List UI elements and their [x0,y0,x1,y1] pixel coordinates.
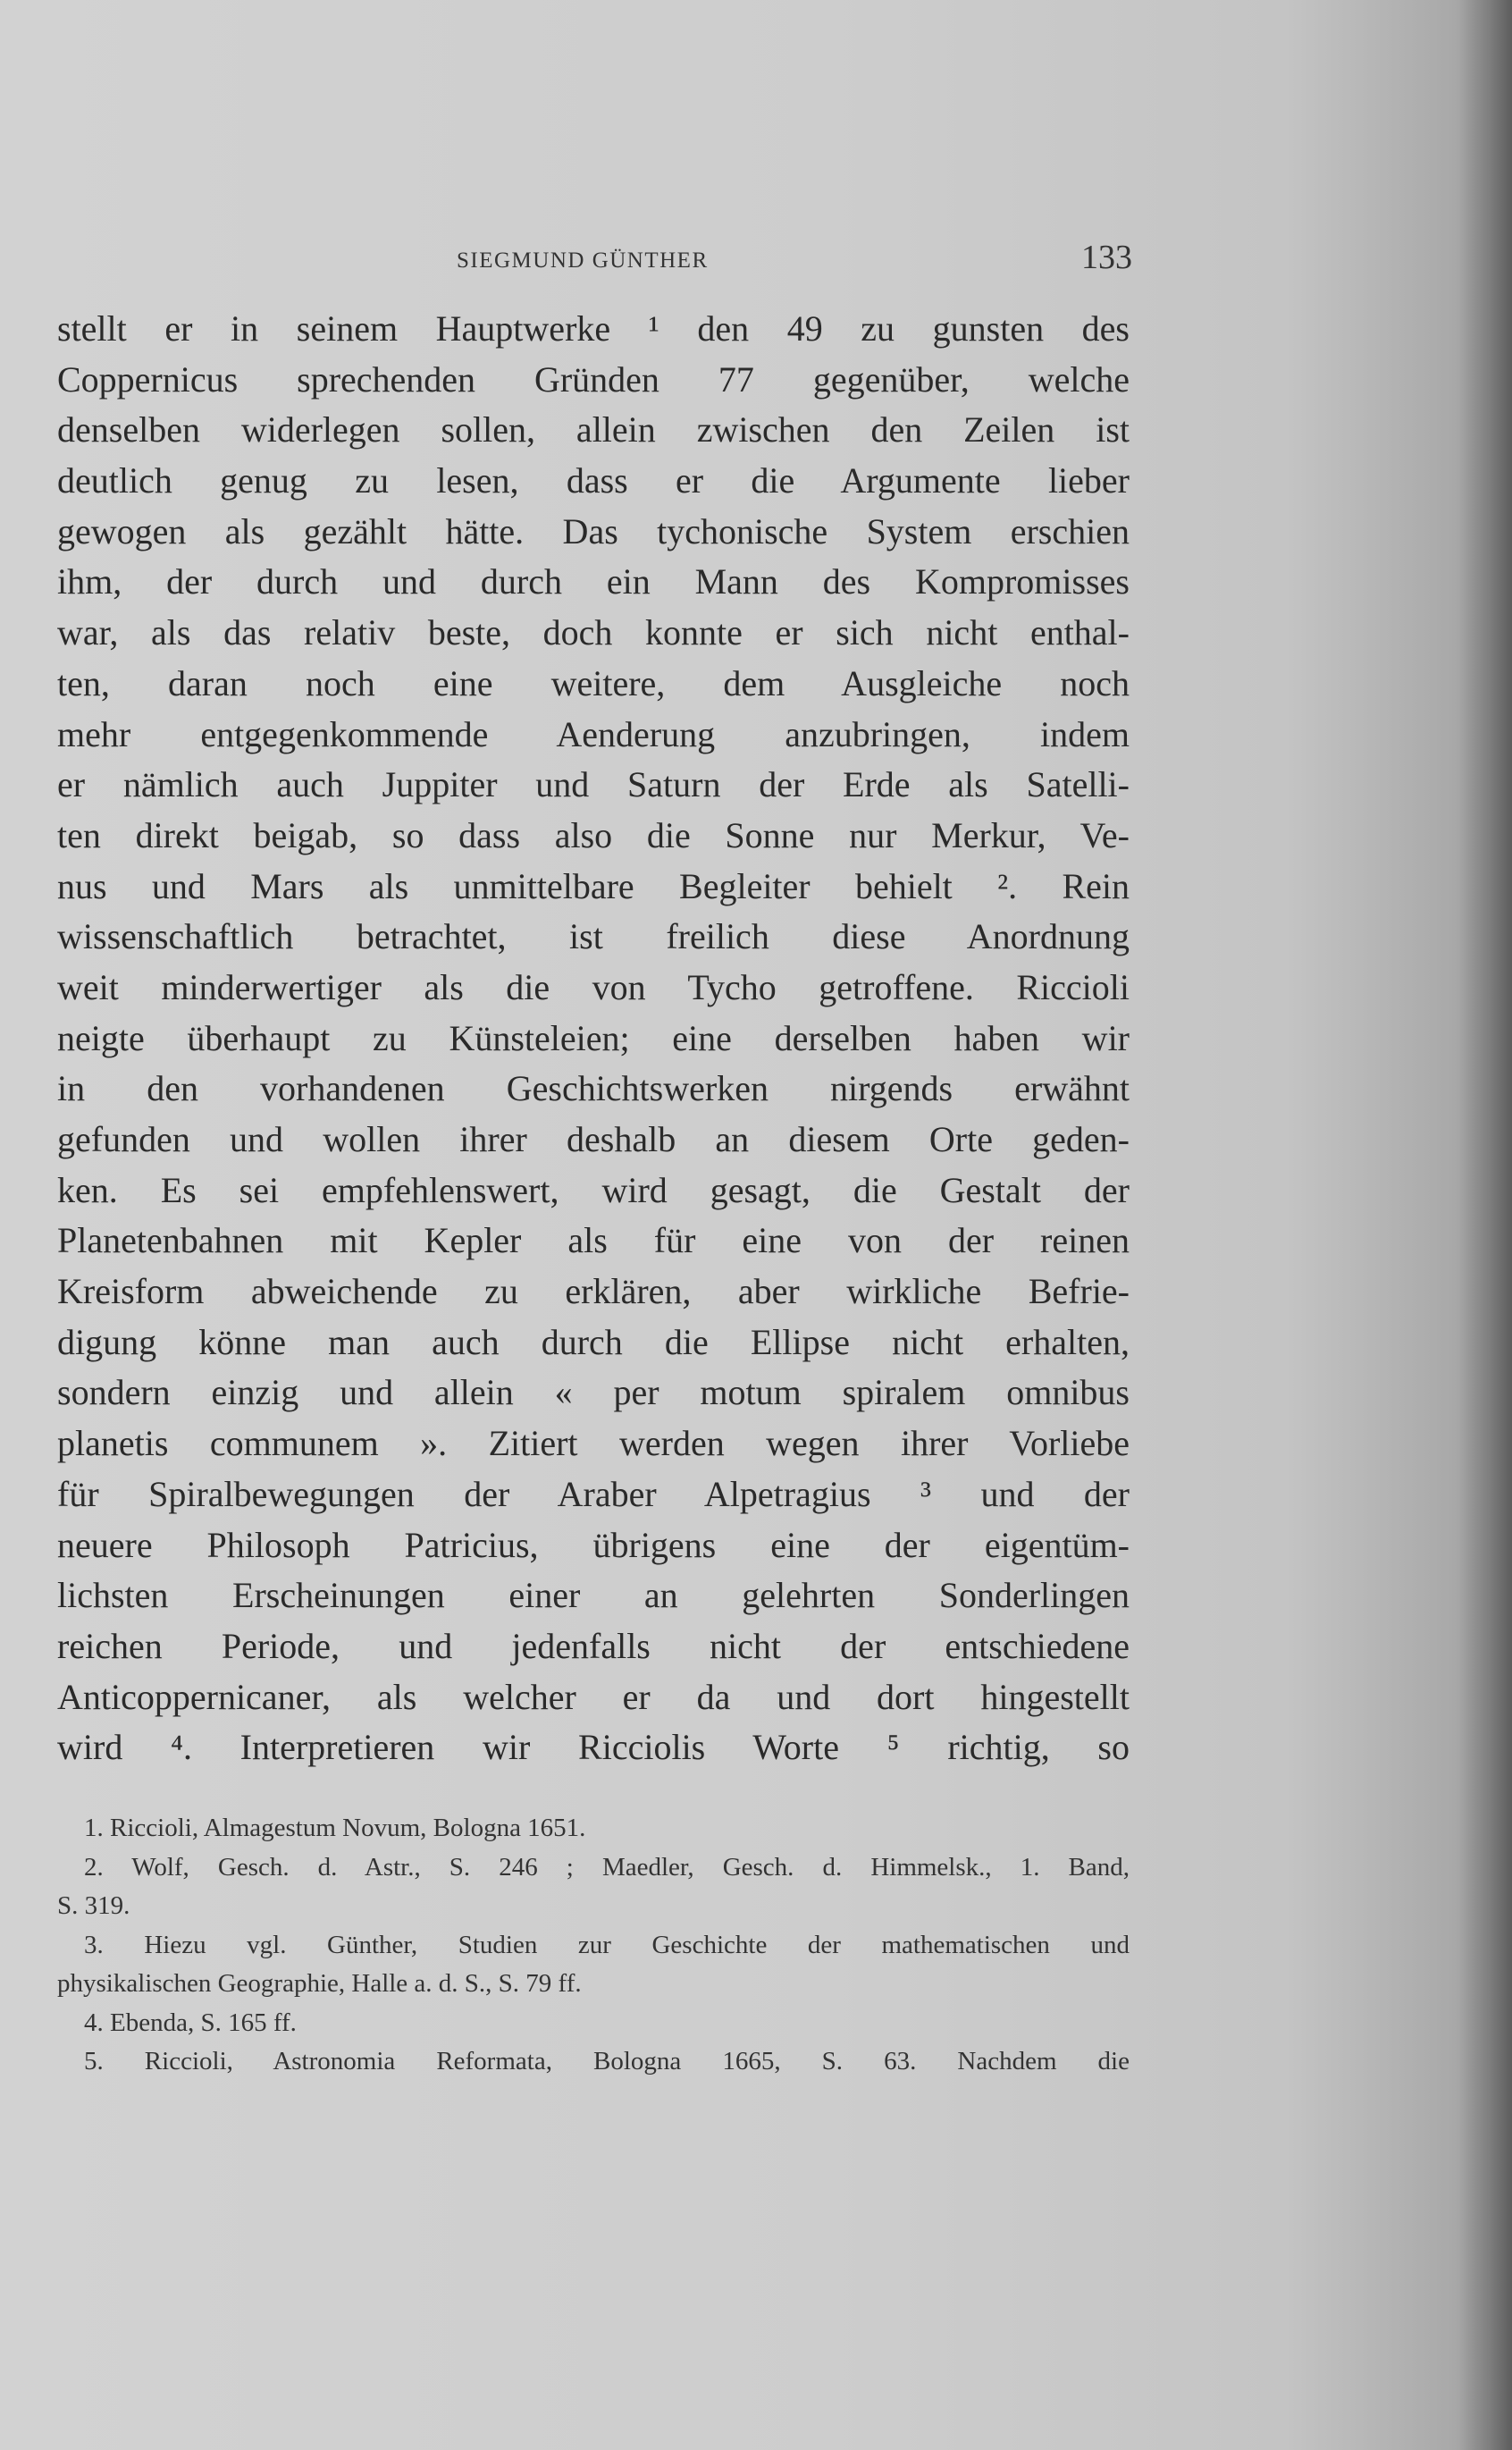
text-line: wird ⁴. Interpretieren wir Ricciolis Worte ⁵ richtig, so [57,1727,1130,1768]
text-line: reichen Periode, und jedenfalls nicht der entschiedene [57,1625,1130,1666]
text-line: sondern einzig und allein « per motum spiralem omnibus [57,1372,1130,1413]
page-edge-shadow [1458,0,1512,2450]
text-line: gefunden und wollen ihrer deshalb an diesem Orte geden- [57,1119,1130,1159]
text-line: wissenschaftlich betrachtet, ist freilich diese Anordnung [57,916,1130,957]
text-line: er nämlich auch Juppiter und Saturn der Erde als Satelli- [57,764,1130,805]
running-title: SIEGMUND GÜNTHER [457,248,709,273]
page-number: 133 [1081,239,1132,276]
text-line: Kreisform abweichende zu erklären, aber wirkliche Befrie- [57,1271,1130,1312]
text-line: Planetenbahnen mit Kepler als für eine von der reinen [57,1220,1130,1261]
text-line: neigte überhaupt zu Künsteleien; eine derselben haben wir [57,1017,1130,1058]
page-header [57,234,1130,279]
text-line: stellt er in seinem Hauptwerke ¹ den 49 zu gunsten des [57,308,1130,349]
footnote-continuation: S. 319. [57,1891,130,1920]
text-line: denselben widerlegen sollen, allein zwischen den Zeilen ist [57,409,1130,450]
text-line: ken. Es sei empfehlenswert, wird gesagt, die Gestalt der [57,1169,1130,1210]
footnote: 5. Riccioli, Astronomia Reformata, Bologna 1665, S. 63. Nachdem die [84,2047,1130,2075]
text-line: planetis communem ». Zitiert werden wegen ihrer Vorliebe [57,1423,1130,1464]
text-line: weit minderwertiger als die von Tycho getroffene. Riccioli [57,966,1130,1007]
text-line: ihm, der durch und durch ein Mann des Kompromisses [57,561,1130,602]
text-line: ten, daran noch eine weitere, dem Ausgleiche noch [57,662,1130,703]
text-line: Coppernicus sprechenden Gründen 77 gegenüber, welche [57,358,1130,400]
footnote-continuation: physikalischen Geographie, Halle a. d. S., S. 79 ff. [57,1969,582,1998]
text-line: Anticoppernicaner, als welcher er da und dort hingestellt [57,1676,1130,1717]
footnote: 2. Wolf, Gesch. d. Astr., S. 246 ; Maedler, Gesch. d. Himmelsk., 1. Band, [84,1852,1130,1882]
text-line: in den vorhandenen Geschichtswerken nirgends erwähnt [57,1068,1130,1109]
text-line: deutlich genug zu lesen, dass er die Argumente lieber [57,460,1130,501]
footnote: 4. Ebenda, S. 165 ff. [84,2008,297,2037]
text-line: nus und Mars als unmittelbare Begleiter behielt ². Rein [57,865,1130,906]
text-line: war, als das relativ beste, doch konnte er sich nicht enthal- [57,612,1130,653]
text-line: gewogen als gezählt hätte. Das tychonische System erschien [57,510,1130,551]
text-line: mehr entgegenkommende Aenderung anzubringen, indem [57,713,1130,754]
text-line: lichsten Erscheinungen einer an gelehrten Sonderlingen [57,1575,1130,1616]
text-line: digung könne man auch durch die Ellipse nicht erhalten, [57,1321,1130,1362]
text-line: ten direkt beigab, so dass also die Sonne nur Merkur, Ve- [57,814,1130,855]
footnote: 3. Hiezu vgl. Günther, Studien zur Geschichte der mathematischen und [84,1930,1130,1959]
footnotes [57,1809,1130,2082]
body-text [57,304,1130,1773]
text-line: neuere Philosoph Patricius, übrigens eine der eigentüm- [57,1524,1130,1565]
footnote: 1. Riccioli, Almagestum Novum, Bologna 1651. [84,1814,586,1842]
text-line: für Spiralbewegungen der Araber Alpetragius ³ und der [57,1473,1130,1514]
